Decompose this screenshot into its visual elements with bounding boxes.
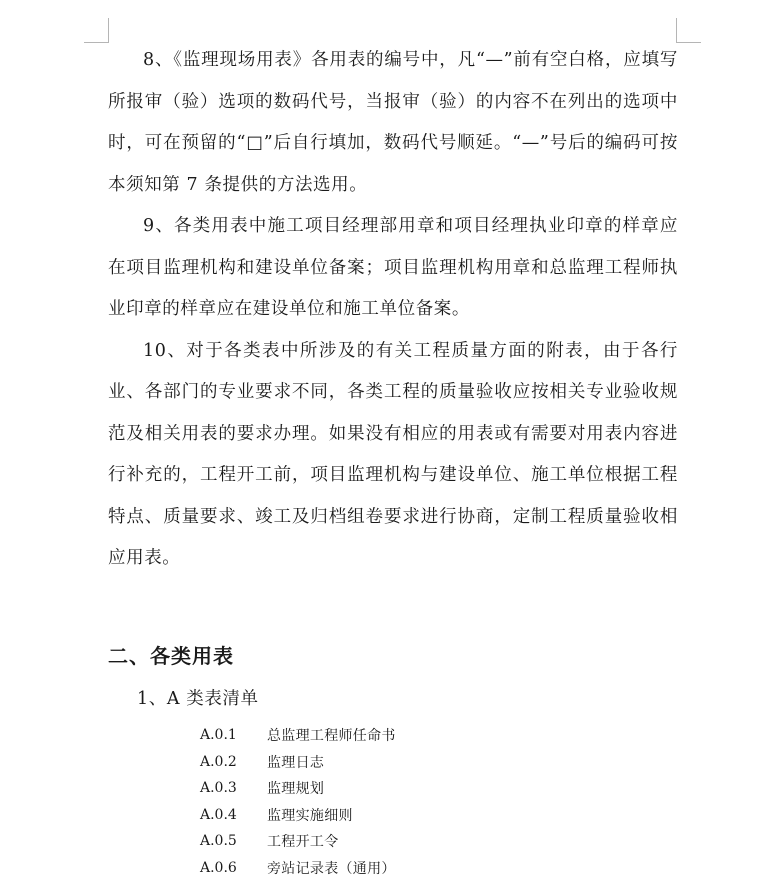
item-name: 总监理工程师任命书 — [267, 725, 396, 745]
item-name: 工程开工令 — [267, 831, 339, 851]
item-name: 监理日志 — [267, 752, 324, 772]
paragraph-8: 8、《监理现场用表》各用表的编号中，凡“—”前有空白格，应填写所报审（验）选项的数码代号，当报审（验）的内容不在列出的选项中时，可在预留的“□”后自行填加，数码代号顺延。“—”号后的编码可按本须知第 7 条提供的方法选用。 — [108, 40, 678, 206]
list-item — [200, 775, 396, 802]
paragraph-10: 10、对于各类表中所涉及的有关工程质量方面的附表，由于各行业、各部门的专业要求不同，各类工程的质量验收应按相关专业验收规范及相关用表的要求办理。如果没有相应的用表或有需要对用表内容进行补充的，工程开工前，项目监理机构与建设单位、施工单位根据工程特点、质量要求、竣工及归档组卷要求进行协商，定制工程质量验收相应用表。 — [108, 331, 678, 580]
item-name: 监理实施细则 — [267, 805, 353, 825]
section-subheading: 1、A 类表清单 — [137, 685, 259, 710]
item-name: 旁站记录表（通用） — [267, 858, 396, 878]
section-heading: 二、各类用表 — [108, 640, 234, 669]
body-text — [108, 40, 678, 580]
item-code: A.0.2 — [200, 754, 267, 770]
form-list — [200, 722, 396, 881]
item-name: 监理规划 — [267, 778, 324, 798]
crop-mark-top-right — [676, 18, 701, 43]
paragraph-9: 9、各类用表中施工项目经理部用章和项目经理执业印章的样章应在项目监理机构和建设单位备案；项目监理机构用章和总监理工程师执业印章的样章应在建设单位和施工单位备案。 — [108, 206, 678, 331]
item-code: A.0.4 — [200, 807, 267, 823]
item-code: A.0.5 — [200, 833, 267, 849]
item-code: A.0.1 — [200, 727, 267, 743]
list-item — [200, 802, 396, 829]
item-code: A.0.3 — [200, 780, 267, 796]
crop-mark-top-left — [84, 18, 109, 43]
list-item — [200, 722, 396, 749]
list-item — [200, 749, 396, 776]
item-code: A.0.6 — [200, 860, 267, 876]
list-item — [200, 828, 396, 855]
list-item — [200, 855, 396, 881]
